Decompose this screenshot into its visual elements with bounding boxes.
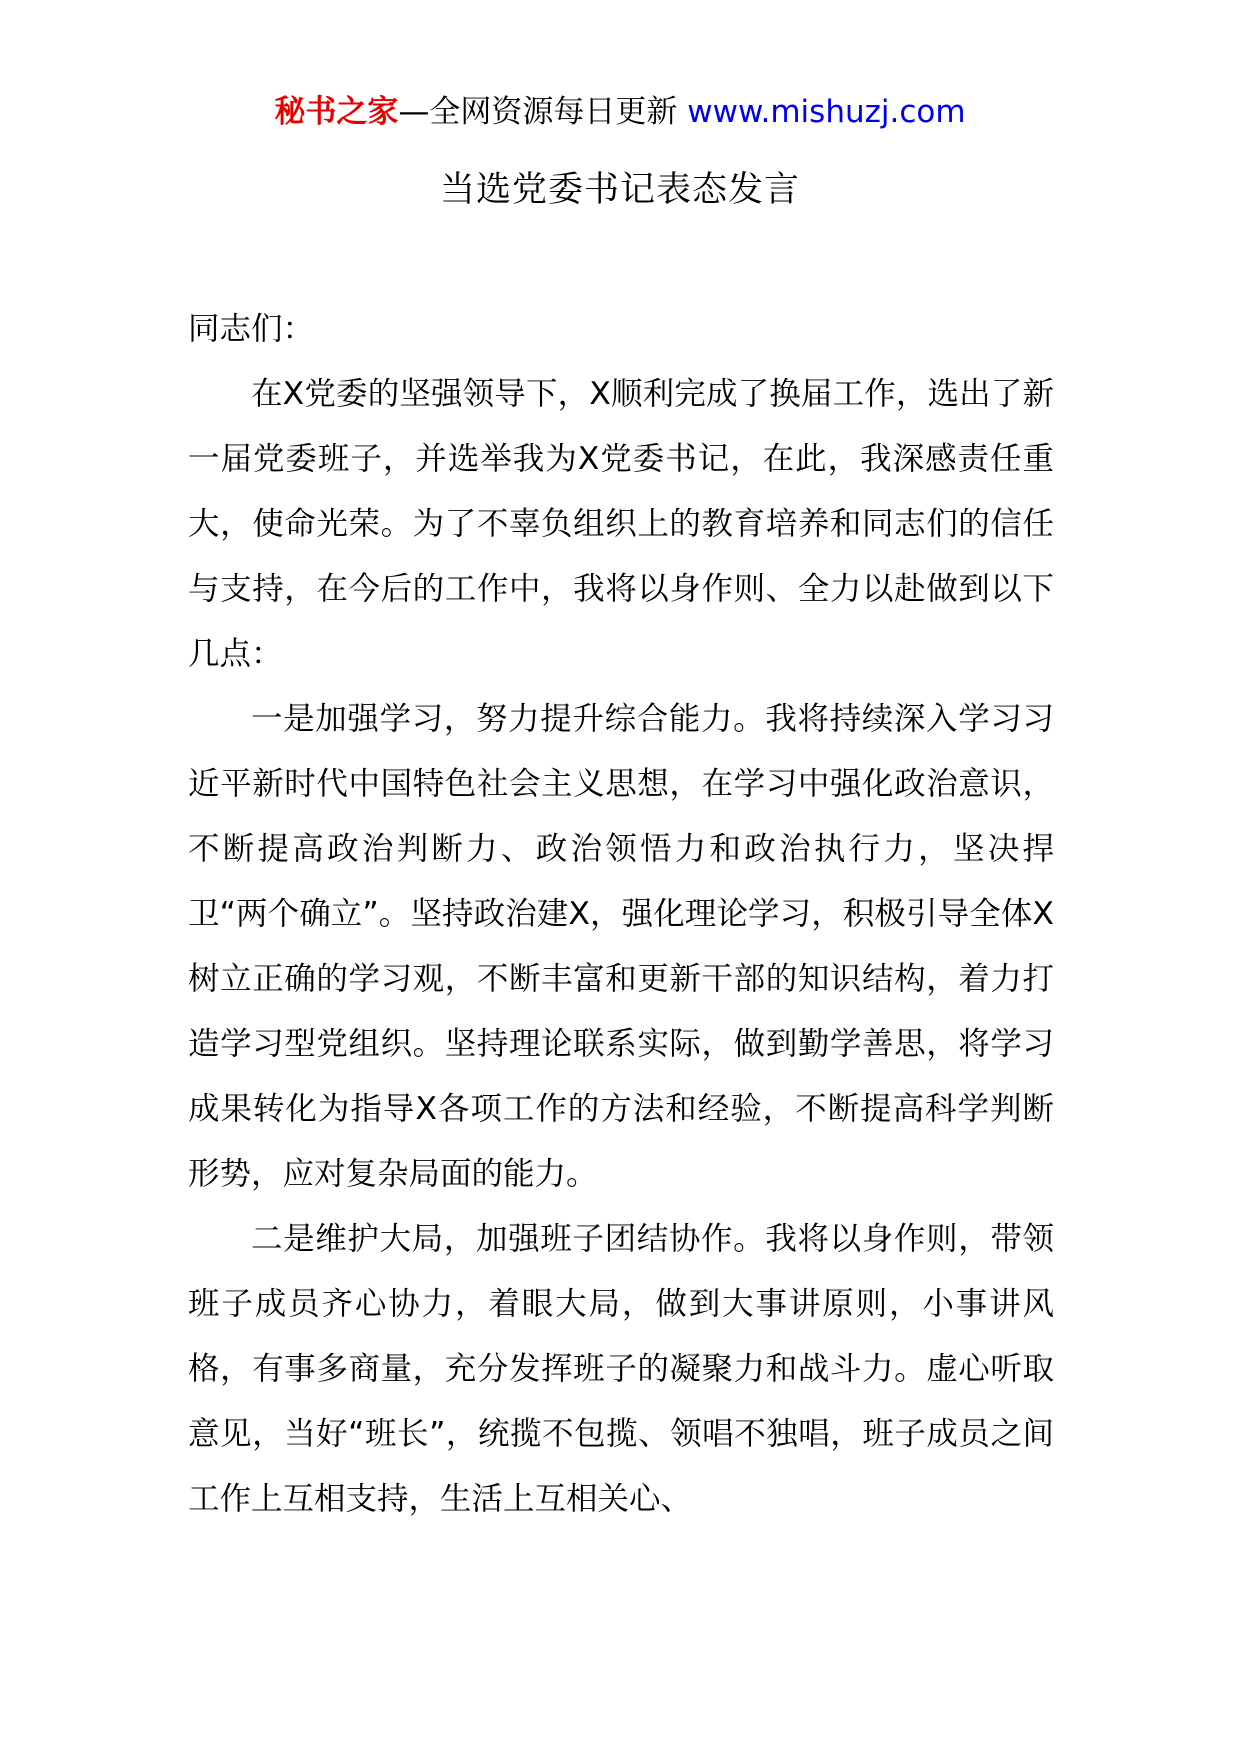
brand-name: 秘书之家 xyxy=(274,94,399,130)
paragraph-point-one: 一是加强学习，努力提升综合能力。我将持续深入学习习近平新时代中国特色社会主义思想，在学习中强化政治意识，不断提高政治判断力、政治领悟力和政治执行力，坚决捍卫“两个确立”。坚持政治建X，强化理论学习，积极引导全体X树立正确的学习观，不断丰富和更新干部的知识结构，着力打造学习型党组织。坚持理论联系实际，做到勤学善思，将学习成果转化为指导X各项工作的方法和经验，不断提高科学判断形势，应对复杂局面的能力。 xyxy=(188,701,1054,1192)
document-title: 当选党委书记表态发言 xyxy=(439,170,800,210)
paragraph-intro: 在X党委的坚强领导下，X顺利完成了换届工作，选出了新一届党委班子，并选举我为X党委书记，在此，我深感责任重大，使命光荣。为了不辜负组织上的教育培养和同志们的信任与支持，在今后的工作中，我将以身作则、全力以赴做到以下几点： xyxy=(188,376,1054,672)
paragraph-point-two: 二是维护大局，加强班子团结协作。我将以身作则，带领班子成员齐心协力，着眼大局，做到大事讲原则，小事讲风格，有事多商量，充分发挥班子的凝聚力和战斗力。虚心听取意见，当好“班长”，统揽不包揽、领唱不独唱，班子成员之间工作上互相支持，生活上互相关心、 xyxy=(188,1221,1054,1517)
salutation: 同志们： xyxy=(188,311,315,347)
site-slogan: —全网资源每日更新 xyxy=(398,94,688,130)
site-header xyxy=(0,92,1240,132)
document-body xyxy=(188,297,1054,1532)
site-url-link[interactable]: www.mishuzj.com xyxy=(687,94,966,130)
